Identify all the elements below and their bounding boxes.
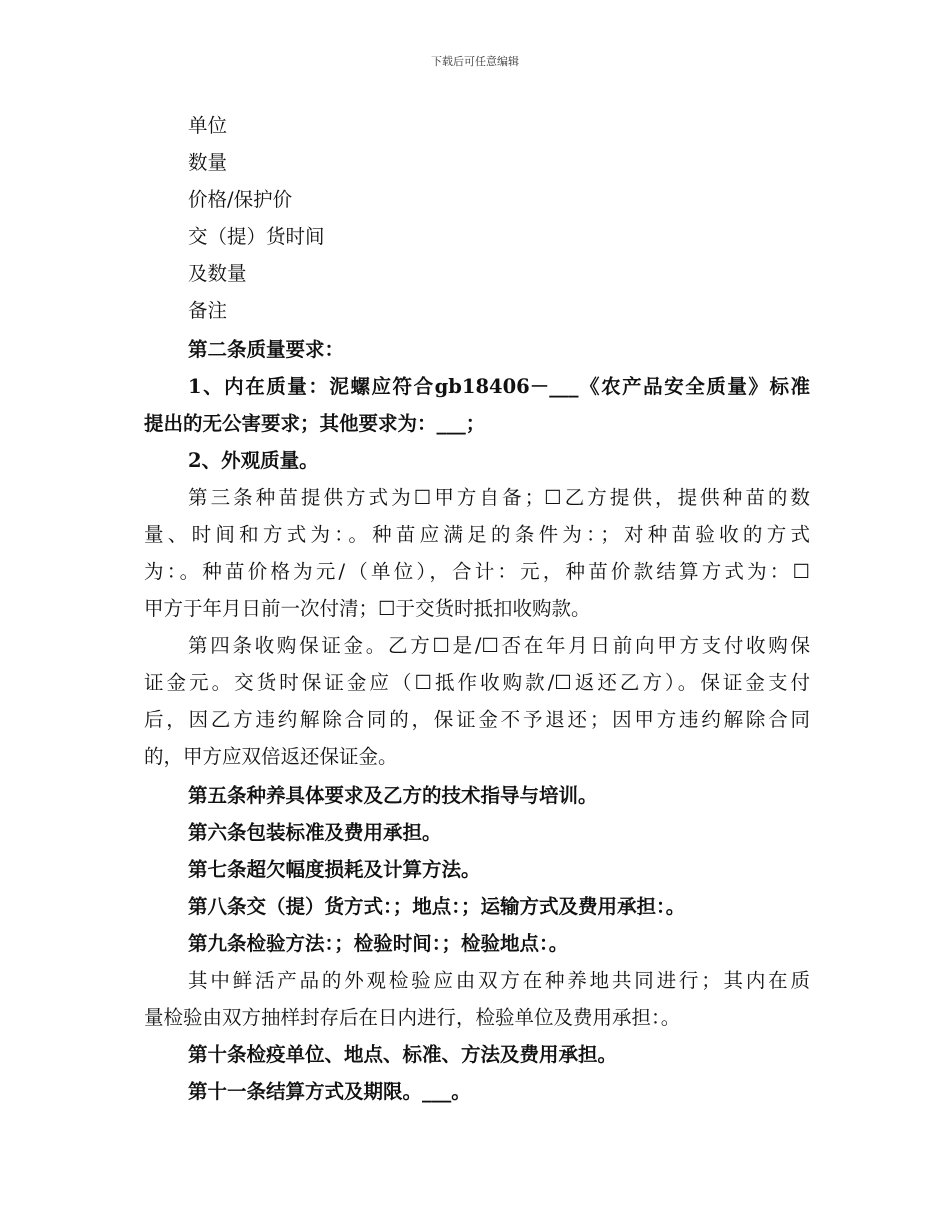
article9-detail-line2: 量检验由双方抽样封存后在日内进行，检验单位及费用承担：。 [144,1006,681,1029]
article2-item1-line1: 1、内在质量：泥螺应符合gb18406－___《农产品安全质量》标准 [188,375,810,398]
article8: 第八条交（提）货方式：；地点：；运输方式及费用承担：。 [188,895,686,918]
field-quantity: 数量 [188,151,228,174]
field-and-quantity: 及数量 [188,262,247,285]
article2-title: 第二条质量要求： [188,338,345,361]
article11: 第十一条结算方式及期限。___。 [188,1080,471,1103]
article4-line4: 的，甲方应双倍返还保证金。 [144,745,398,768]
article7: 第七条超欠幅度损耗及计算方法。 [188,858,481,881]
article4-line1: 第四条收购保证金。乙方☐是/☐否在年月日前向甲方支付收购保 [188,634,810,657]
page-header: 下载后可任意编辑 [431,55,519,68]
article9: 第九条检验方法：；检验时间：；检验地点：。 [188,932,569,955]
article9-detail-line1: 其中鲜活产品的外观检验应由双方在种养地共同进行；其内在质 [188,969,810,992]
article2-item2: 2、外观质量。 [188,449,319,472]
article3-line3: 为：。种苗价格为元/（单位），合计：元，种苗价款结算方式为：☐ [144,560,810,583]
article3-line4: 甲方于年月日前一次付清；☐于交货时抵扣收购款。 [144,597,591,620]
article4-line3: 后，因乙方违约解除合同的，保证金不予退还；因甲方违约解除合同 [144,708,810,731]
article10: 第十条检疫单位、地点、标准、方法及费用承担。 [188,1043,618,1066]
article2-item1-line2: 提出的无公害要求；其他要求为：___； [144,412,486,435]
article3-line1: 第三条种苗提供方式为☐甲方自备；☐乙方提供，提供种苗的数 [188,486,810,509]
field-delivery-time: 交（提）货时间 [188,225,325,248]
field-remarks: 备注 [188,299,228,322]
article4-line2: 证金元。交货时保证金应（☐抵作收购款/☐返还乙方）。保证金支付 [144,671,810,694]
field-unit: 单位 [188,114,228,137]
article3-line2: 量、时间和方式为：。种苗应满足的条件为：；对种苗验收的方式 [144,523,810,546]
article6: 第六条包装标准及费用承担。 [188,821,442,844]
article5: 第五条种养具体要求及乙方的技术指导与培训。 [188,784,598,807]
field-price: 价格/保护价 [188,188,293,211]
